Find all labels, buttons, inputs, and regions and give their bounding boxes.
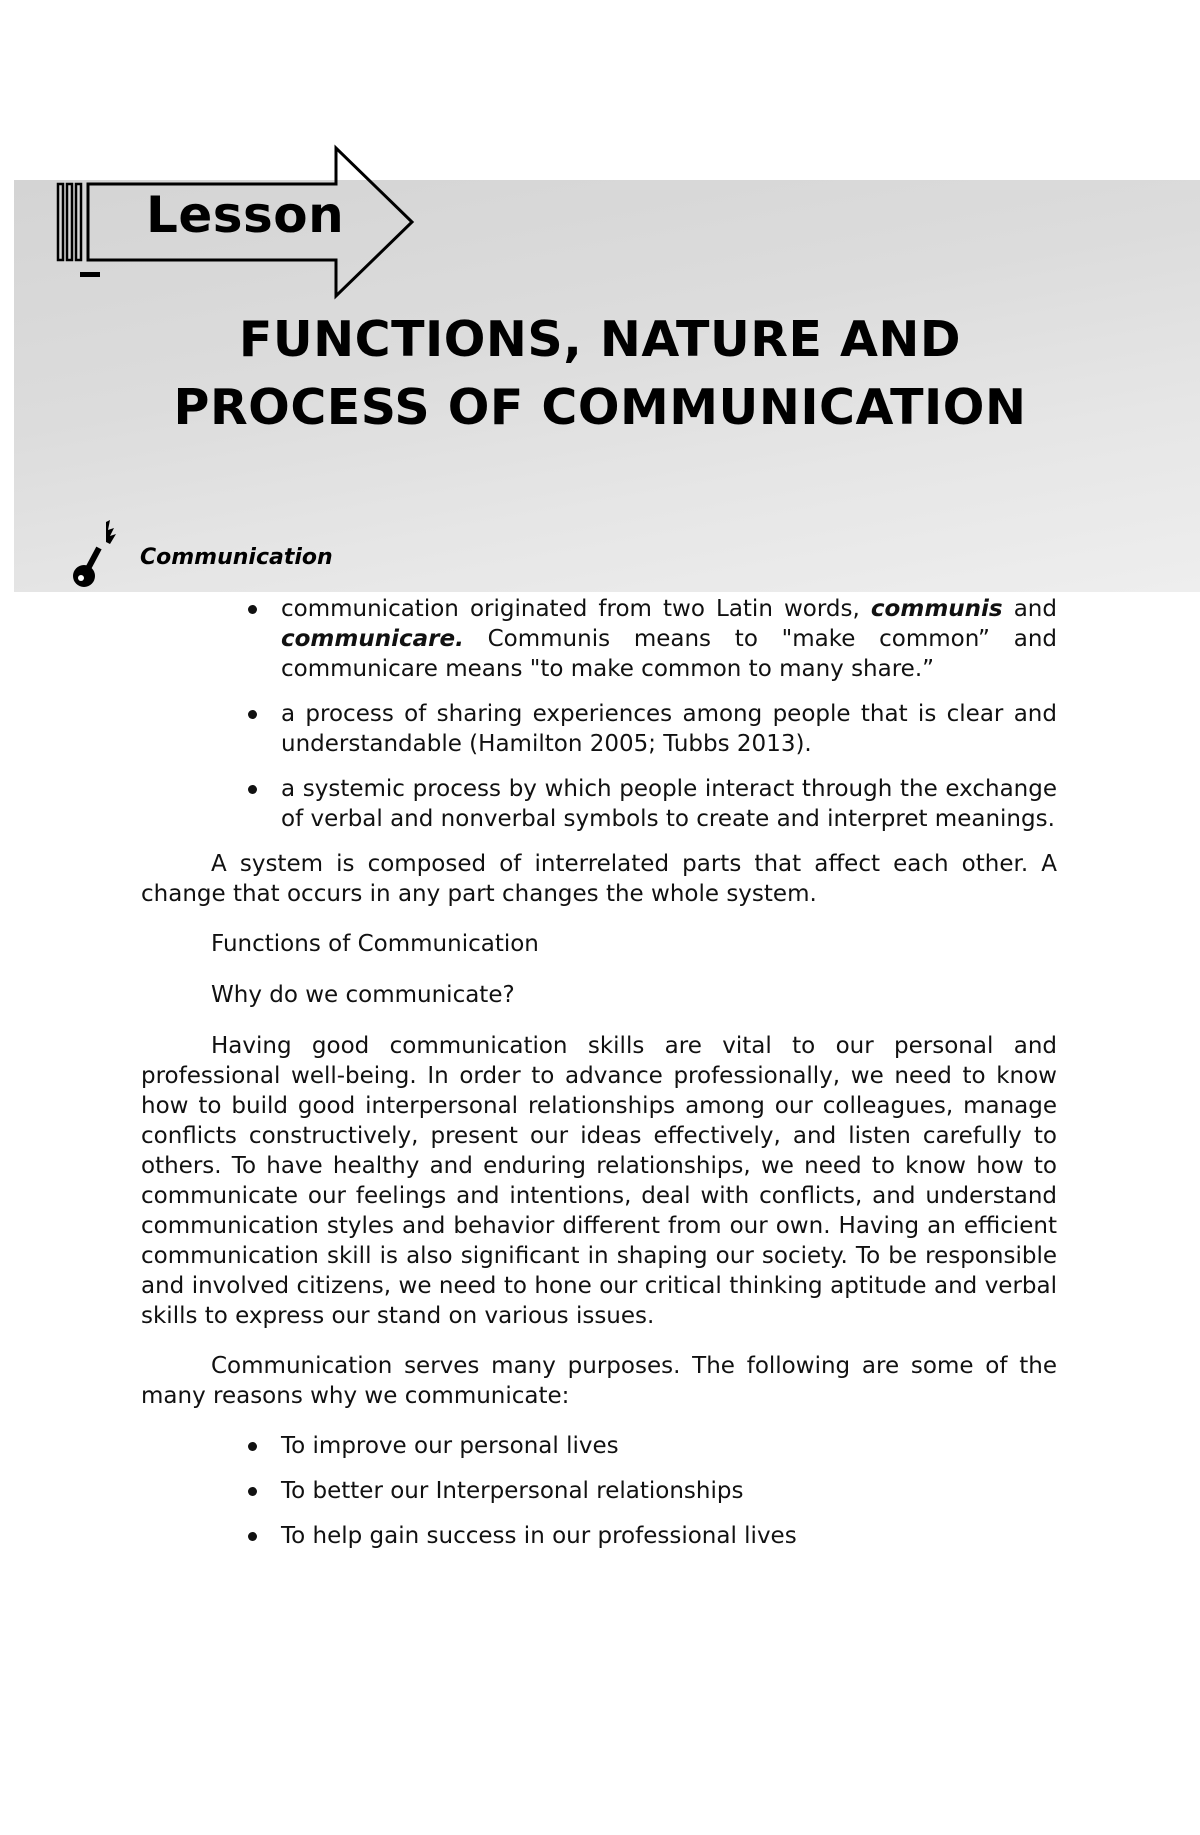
key-icon — [70, 516, 144, 590]
functions-heading: Functions of Communication — [211, 931, 539, 957]
arrow-underline-mark — [80, 272, 100, 277]
main-content — [141, 594, 1057, 1566]
page-title-line-2: PROCESS OF COMMUNICATION — [173, 379, 1027, 436]
body-paragraph: Having good communication skills are vital to our personal and professional well-being. In order to advance professionally, we need to know how to build good interpersonal relationships among our colleagues, manage conflicts constructively, present our ideas effectively, and listen carefully to others. To have healthy and enduring relationships, we need to know how to communicate our feelings and intentions, deal with conflicts, and understand communication styles and behavior different from our own. Having an efficient communication skill is also significant in shaping our society. To be responsible and involved citizens, we need to hone our critical thinking aptitude and verbal skills to express our stand on various issues. — [141, 1033, 1057, 1329]
definition-item-3: a systemic process by which people interact through the exchange of verbal and nonverbal symbols to create and interpret meanings. — [141, 774, 1057, 834]
arrow-tail-bar-2 — [67, 184, 72, 260]
definition-list — [141, 594, 1057, 834]
system-paragraph: A system is composed of interrelated parts that affect each other. A change that occurs in any part changes the whole system. — [141, 851, 1057, 907]
purpose-item-3: To help gain success in our professional lives — [141, 1521, 1057, 1551]
question-line: Why do we communicate? — [211, 982, 515, 1008]
lesson-label: Lesson — [146, 186, 345, 244]
purpose-item-1: To improve our personal lives — [141, 1431, 1057, 1461]
purposes-list — [141, 1431, 1057, 1551]
page-title-line-1: FUNCTIONS, NATURE AND — [238, 311, 962, 368]
arrow-tail-bar-1 — [58, 184, 63, 260]
page-title — [60, 306, 1140, 442]
section-label-communication: Communication — [140, 545, 333, 570]
term-communis: communis — [870, 596, 1003, 622]
purposes-intro: Communication serves many purposes. The following are some of the many reasons why we communicate: — [141, 1353, 1057, 1409]
purpose-item-2: To better our Interpersonal relationships — [141, 1476, 1057, 1506]
definition-item-2: a process of sharing experiences among people that is clear and understandable (Hamilton 2005; Tubbs 2013). — [141, 699, 1057, 759]
term-communicare: communicare. — [281, 626, 464, 652]
arrow-tail-bar-3 — [76, 184, 81, 260]
definition-item-1: communication originated from two Latin words, communis and communicare. Communis means to "make common” and communicare means "to make common to many share.” — [141, 594, 1057, 684]
